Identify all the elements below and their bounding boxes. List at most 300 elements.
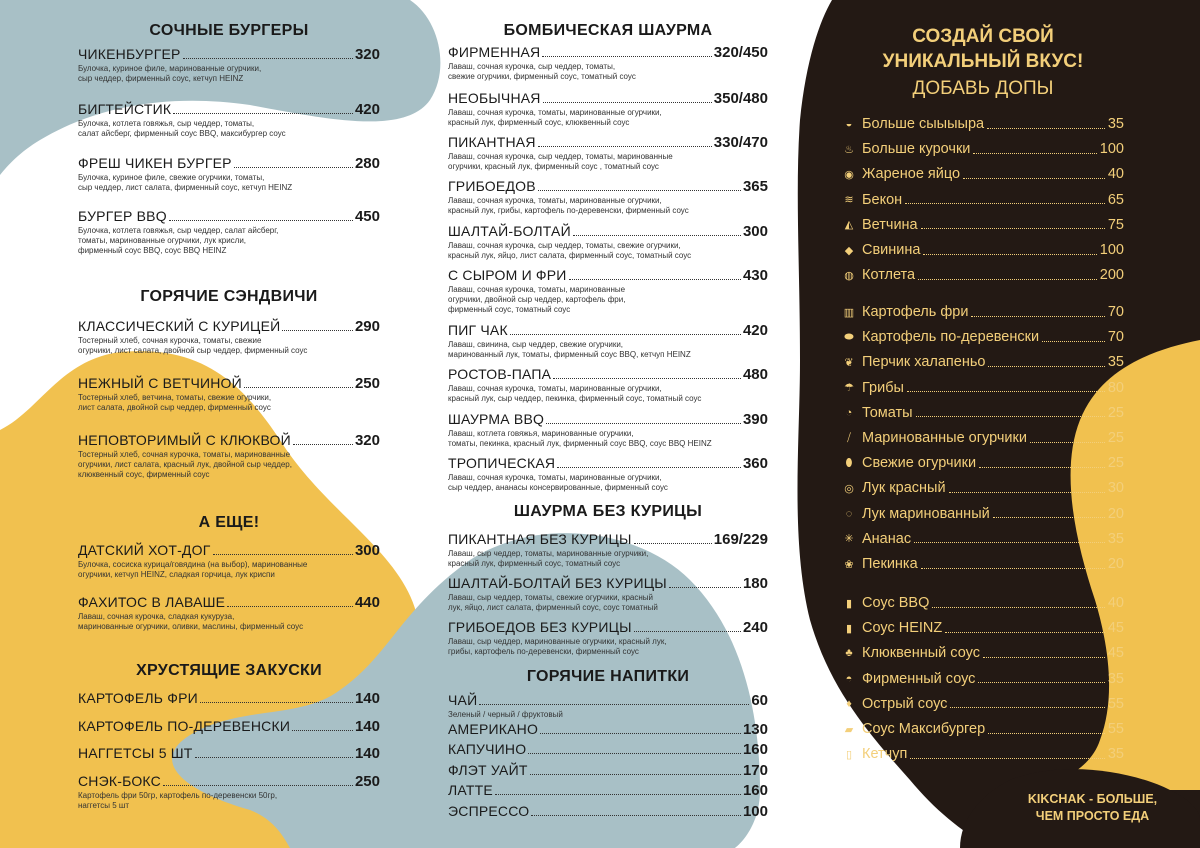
menu-item-name: ФАХИТОС В ЛАВАШЕ [78, 594, 226, 610]
extra-option [842, 645, 1124, 661]
dot-leader [282, 330, 353, 331]
dot-leader [949, 492, 1105, 493]
dot-leader [542, 56, 711, 57]
extra-option-price: 70 [1107, 329, 1124, 346]
extra-option-price: 200 [1099, 267, 1124, 284]
menu-item-description: Лаваш, свинина, сыр чеддер, свежие огурчики, маринованный лук, томаты, фирменный соус BBQ, кетчуп HEINZ [448, 340, 691, 359]
dot-leader [173, 113, 353, 114]
dot-leader [213, 554, 353, 555]
menu-item-name: БИГТЕЙСТИК [78, 101, 172, 117]
menu-item-name: ШАУРМА BBQ [448, 411, 545, 427]
slogan-line2: ЧЕМ ПРОСТО ЕДА [1035, 809, 1150, 823]
menu-item [448, 267, 768, 315]
menu-item-description: Лаваш, сочная курочка, сладкая кукуруза, маринованные огурчики, оливки, маслины, фирменный соус [78, 612, 304, 631]
dot-leader [634, 543, 712, 544]
ketchup-icon: ▯ [845, 748, 853, 761]
menu-item-header [448, 721, 768, 738]
extra-option [842, 620, 1124, 636]
menu-item [78, 745, 380, 762]
extra-option [842, 746, 1124, 762]
extra-option-name: Больше сыыыыра [862, 116, 985, 132]
extra-option [842, 430, 1124, 446]
menu-item-description: Лаваш, сочная курочка, сыр чеддер, томаты, свежие огурчики, фирменный соус, томатный соус [448, 62, 636, 81]
dot-leader [510, 334, 741, 335]
menu-item-description: Булочка, сосиска курица/говядина (на выбор), маринованные огурчики, кетчуп HEINZ, сладкая горчица, лук криспи [78, 560, 308, 579]
heinz-bottle-icon: ▮ [845, 622, 853, 635]
menu-item-name: КАРТОФЕЛЬ ФРИ [78, 690, 198, 706]
no-chicken-title: ШАУРМА БЕЗ КУРИЦЫ [513, 503, 703, 520]
menu-item-price: 320 [354, 46, 380, 63]
dot-leader [183, 58, 353, 59]
menu-item [78, 594, 380, 632]
menu-item [448, 762, 768, 779]
dot-leader [914, 542, 1105, 543]
extra-option [842, 329, 1124, 345]
dot-leader [528, 753, 741, 754]
menu-item-price: 440 [354, 594, 380, 611]
menu-item-description: Тостерный хлеб, ветчина, томаты, свежие огурчики, лист салата, двойной сыр чеддер, фирменный соус [78, 393, 272, 412]
extra-option [842, 354, 1124, 370]
dot-leader [543, 102, 712, 103]
extra-option-name: Кетчуп [862, 746, 908, 763]
menu-item-header [78, 101, 380, 118]
menu-item [78, 773, 380, 811]
extra-option-price: 25 [1107, 430, 1124, 446]
menu-item-description: Лаваш, сочная курочка, томаты, маринованные огурчики, красный лук, фирменный соус, клюквенный соус [448, 108, 662, 127]
menu-item [448, 134, 768, 172]
red-onion-icon: ◎ [844, 482, 854, 495]
extra-option-name: Ветчина [862, 216, 918, 233]
dot-leader [573, 235, 741, 236]
dot-leader [634, 631, 741, 632]
extra-option-name: Соус HEINZ [862, 620, 943, 637]
menu-item [448, 90, 768, 128]
dot-leader [669, 587, 741, 588]
menu-item [78, 542, 380, 580]
extra-option [842, 531, 1124, 547]
extra-option-name: Лук маринованный [862, 505, 990, 522]
menu-item-description: Лаваш, сочная курочка, томаты, маринованные огурчики, красный лук, грибы, картофель по-деревенски, фирменный соус [448, 196, 689, 215]
menu-item [448, 366, 768, 404]
dot-leader [538, 146, 712, 147]
menu-item-price: 169/229 [713, 531, 768, 548]
dot-leader [531, 815, 741, 816]
extra-option-price: 100 [1099, 242, 1124, 258]
menu-item-name: ФРЕШ ЧИКЕН БУРГЕР [78, 155, 232, 171]
extra-option-name: Бекон [862, 191, 903, 208]
menu-item-description: Тостерный хлеб, сочная курочка, томаты, маринованные огурчики, лист салата, красный лук, двойной сыр чеддер, клюквенный соус, фирменный соус [78, 450, 292, 479]
extra-option [842, 192, 1124, 208]
menu-item-price: 320/450 [713, 44, 768, 61]
menu-item-header [448, 44, 768, 61]
dot-leader [538, 190, 741, 191]
menu-item-name: ДАТСКИЙ ХОТ-ДОГ [78, 542, 211, 558]
menu-item-name: ГРИБОЕДОВ БЕЗ КУРИЦЫ [448, 619, 632, 635]
burgers-title: СОЧНЫЕ БУРГЕРЫ [149, 22, 309, 39]
menu-item-header [78, 155, 380, 172]
menu-item-name: СНЭК-БОКС [78, 773, 161, 789]
cranberry-icon: ♣ [845, 647, 853, 660]
menu-item-name: ЧАЙ [448, 692, 478, 708]
menu-item-name: ЧИКЕНБУРГЕР [78, 46, 181, 62]
dot-leader [979, 467, 1105, 468]
dot-leader [553, 378, 741, 379]
fries-icon: ▥ [843, 306, 855, 319]
menu-item-name: С СЫРОМ И ФРИ [448, 267, 567, 283]
slogan-line1: KIKCHAK - БОЛЬШЕ, [1027, 792, 1158, 806]
menu-item-price: 480 [742, 366, 768, 383]
menu-item-name: РОСТОВ-ПАПА [448, 366, 552, 382]
dot-leader [978, 682, 1104, 683]
cheese-icon: ◒ [845, 118, 853, 130]
menu-item-price: 280 [354, 155, 380, 172]
extra-option-price: 20 [1107, 556, 1124, 572]
ham-icon: ◭ [844, 219, 854, 232]
dot-leader [918, 279, 1097, 280]
menu-item [448, 411, 768, 449]
menu-item [448, 531, 768, 569]
extra-option [842, 595, 1124, 611]
menu-item-name: КАРТОФЕЛЬ ПО-ДЕРЕВЕНСКИ [78, 718, 291, 734]
dot-leader [495, 794, 741, 795]
extra-option-price: 40 [1107, 595, 1124, 611]
menu-item-header [78, 718, 380, 735]
extra-option-price: 75 [1107, 216, 1124, 233]
cabbage-icon: ❀ [844, 558, 854, 571]
menu-item-price: 160 [742, 741, 768, 758]
menu-item-price: 140 [354, 690, 380, 707]
menu-item-description: Лаваш, сочная курочка, сыр чеддер, томаты, маринованные огурчики, красный лук, фирменный соус , томатный соус [448, 152, 673, 171]
menu-item-description: Булочка, котлета говяжья, сыр чеддер, томаты, салат айсберг, фирменный соус BBQ, максибургер соус [78, 119, 286, 138]
bbq-sauce-bottle-icon: ▮ [845, 597, 853, 610]
menu-item-name: КАПУЧИНО [448, 741, 527, 757]
extra-option [842, 217, 1124, 233]
menu-item [448, 803, 768, 820]
menu-item-price: 250 [354, 773, 380, 790]
extra-option-name: Картофель по-деревенски [862, 329, 1040, 346]
extra-option [842, 721, 1124, 737]
extra-option-price: 35 [1107, 746, 1124, 763]
menu-item-description: Картофель фри 50гр, картофель по-деревенски 50гр, наггетсы 5 шт [78, 791, 278, 810]
pork-icon: ◆ [844, 244, 854, 257]
dot-leader [923, 254, 1096, 255]
menu-item-price: 450 [354, 208, 380, 225]
menu-item-price: 430 [742, 267, 768, 284]
hot-sauce-icon: ♦ [846, 697, 852, 710]
dot-leader [932, 607, 1104, 608]
menu-item-header [448, 90, 768, 107]
dot-leader [983, 657, 1105, 658]
menu-item [448, 782, 768, 799]
menu-item-description: Тостерный хлеб, сочная курочка, томаты, свежие огурчики, лист салата, двойной сыр чеддер, фирменный соус [78, 336, 308, 355]
menu-item-description: Булочка, куриное филе, маринованные огурчики, сыр чеддер, фирменный соус, кетчуп HEINZ [78, 64, 262, 83]
menu-item-name: НЕОБЫЧНАЯ [448, 90, 541, 106]
sandwiches-title: ГОРЯЧИЕ СЭНДВИЧИ [140, 288, 318, 305]
menu-item [78, 318, 380, 356]
dot-leader [988, 366, 1104, 367]
menu-item-price: 180 [742, 575, 768, 592]
dot-leader [945, 632, 1105, 633]
menu-item-description: Лаваш, сыр чеддер, томаты, свежие огурчики, красный лук, яйцо, лист салата, фирменный соус, соус томатный [448, 593, 658, 612]
menu-item-name: ЭСПРЕССО [448, 803, 530, 819]
extra-option [842, 141, 1124, 157]
extra-option-price: 30 [1107, 480, 1124, 497]
menu-item [78, 432, 380, 480]
extra-option-price: 55 [1107, 721, 1124, 737]
menu-item [448, 692, 768, 720]
dot-leader [557, 467, 741, 468]
extra-option-price: 35 [1107, 354, 1124, 371]
left-column [78, 0, 380, 848]
menu-item [448, 619, 768, 657]
extra-option [842, 696, 1124, 712]
menu-item-header [78, 46, 380, 63]
extra-option-name: Соус Максибургер [862, 721, 986, 737]
menu-item [78, 375, 380, 413]
menu-item [448, 44, 768, 82]
menu-item-header [448, 411, 768, 428]
menu-item-description: Лаваш, сыр чеддер, томаты, маринованные огурчики, красный лук, фирменный соус, томатный соус [448, 549, 649, 568]
dot-leader [1030, 442, 1105, 443]
extra-option-name: Ананас [862, 530, 912, 547]
extra-option-price: 100 [1099, 141, 1124, 158]
extra-option-name: Свинина [862, 242, 921, 258]
menu-item [448, 721, 768, 738]
menu-item-header [78, 690, 380, 707]
menu-item-header [78, 542, 380, 559]
menu-item-name: ПИКАНТНАЯ БЕЗ КУРИЦЫ [448, 531, 632, 547]
menu-item-description: Булочка, куриное филе, свежие огурчики, томаты, сыр чеддер, лист салата, фирменный соус, кетчуп HEINZ [78, 173, 293, 192]
dot-leader [905, 203, 1105, 204]
menu-item-header [448, 322, 768, 339]
extra-option-name: Маринованные огурчики [862, 430, 1027, 446]
dot-leader [546, 423, 741, 424]
dot-leader [988, 733, 1105, 734]
menu-item-header [448, 692, 768, 709]
menu-item-header [78, 773, 380, 790]
menu-item-price: 300 [354, 542, 380, 559]
dot-leader [163, 785, 353, 786]
jalapeno-icon: ❦ [844, 356, 854, 369]
extras-subtitle: ДОБАВЬ ДОПЫ [912, 78, 1054, 99]
menu-item-header [78, 745, 380, 762]
dot-leader [169, 220, 353, 221]
mushroom-icon: ☂ [844, 382, 854, 395]
extra-option-name: Котлета [862, 267, 916, 284]
menu-item-header [448, 366, 768, 383]
extra-option-name: Пекинка [862, 556, 918, 572]
extras-panel [842, 0, 1124, 848]
extra-option-name: Лук красный [862, 480, 946, 497]
menu-item-price: 240 [742, 619, 768, 636]
extra-option-price: 25 [1107, 455, 1124, 472]
pickled-onion-icon: ◌ [845, 507, 853, 520]
extra-option-name: Соус BBQ [862, 595, 930, 611]
menu-item-name: ПИКАНТНАЯ [448, 134, 536, 150]
menu-item-name: ФЛЭТ УАЙТ [448, 762, 528, 778]
extra-option [842, 556, 1124, 572]
dot-leader [292, 730, 353, 731]
menu-item-name: КЛАССИЧЕСКИЙ С КУРИЦЕЙ [78, 318, 281, 334]
dot-leader [993, 517, 1105, 518]
menu-item-price: 360 [742, 455, 768, 472]
menu-item-header [448, 575, 768, 592]
menu-item-price: 420 [742, 322, 768, 339]
burger-sauce-icon: ▰ [844, 723, 854, 736]
signature-sauce-icon: ◓ [845, 672, 853, 685]
extra-option-price: 35 [1107, 116, 1124, 132]
menu-item [78, 690, 380, 707]
dot-leader [244, 387, 353, 388]
cucumber-icon: ⬮ [845, 456, 853, 469]
drinks-title: ГОРЯЧИЕ НАПИТКИ [526, 668, 690, 685]
menu-item-description: Лаваш, сочная курочка, томаты, маринованные огурчики, красный лук, сыр чеддер, пекинка, фирменный соус, томатный соус [448, 384, 702, 403]
menu-item-header [448, 741, 768, 758]
menu-item [78, 208, 380, 256]
menu-item-header [78, 208, 380, 225]
menu-item-price: 330/470 [713, 134, 768, 151]
extra-option-name: Томаты [862, 404, 913, 421]
dot-leader [569, 279, 741, 280]
potato-icon: ⬬ [844, 330, 854, 343]
shawarma-title: БОМБИЧЕСКАЯ ШАУРМА [503, 22, 713, 39]
extra-option [842, 405, 1124, 421]
menu-item-price: 130 [742, 721, 768, 738]
menu-item-description: Зеленый / черный / фруктовый [448, 710, 563, 719]
dot-leader [910, 758, 1105, 759]
extra-option [842, 480, 1124, 496]
menu-item-price: 320 [354, 432, 380, 449]
extra-option-price: 70 [1107, 304, 1124, 320]
extra-option-name: Грибы [862, 379, 904, 396]
menu-item-price: 140 [354, 718, 380, 735]
menu-item-description: Лаваш, сочная курочка, сыр чеддер, томаты, свежие огурчики, красный лук, яйцо, лист салата, фирменный соус, томатный соус [448, 241, 692, 260]
menu-item-header [78, 318, 380, 335]
dot-leader [227, 606, 353, 607]
menu-item-name: ШАЛТАЙ-БОЛТАЙ БЕЗ КУРИЦЫ [448, 575, 667, 591]
more-title: А ЕЩЕ! [198, 514, 260, 531]
extra-option-price: 45 [1107, 620, 1124, 637]
menu-item-description: Булочка, котлета говяжья, сыр чеддер, салат айсберг, томаты, маринованные огурчики, лук крисли, фирменный соус BBQ, соус BBQ HEINZ [78, 226, 279, 255]
dot-leader [973, 153, 1096, 154]
fried-egg-icon: ◉ [844, 168, 854, 181]
tomato-icon: ◔ [845, 406, 853, 419]
menu-item-price: 140 [354, 745, 380, 762]
menu-item-description: Лаваш, сыр чеддер, маринованные огурчики, красный лук, грибы, картофель по-деревенски, фирменный соус [448, 637, 667, 656]
menu-item-price: 420 [354, 101, 380, 118]
dot-leader [987, 128, 1105, 129]
extra-option [842, 380, 1124, 396]
dot-leader [921, 568, 1105, 569]
extra-option-name: Картофель фри [862, 304, 969, 320]
extra-option [842, 455, 1124, 471]
extra-option [842, 166, 1124, 182]
bacon-icon: ≋ [844, 194, 854, 207]
dot-leader [195, 757, 353, 758]
extras-title-line2: УНИКАЛЬНЫЙ ВКУС! [882, 51, 1084, 72]
menu-item [448, 455, 768, 493]
menu-item [448, 322, 768, 360]
menu-item-name: ТРОПИЧЕСКАЯ [448, 455, 556, 471]
menu-item-description: Лаваш, котлета говяжья, маринованные огурчики, томаты, пекинка, красный лук, фирменный соус BBQ, соус BBQ HEINZ [448, 429, 712, 448]
extra-option-price: 65 [1107, 191, 1124, 208]
menu-item [78, 718, 380, 735]
menu-item [78, 46, 380, 84]
extra-option-name: Фирменный соус [862, 670, 976, 687]
dot-leader [200, 702, 353, 703]
dot-leader [530, 774, 741, 775]
menu-item-price: 100 [742, 803, 768, 820]
menu-item-name: НЕЖНЫЙ С ВЕТЧИНОЙ [78, 375, 242, 391]
menu-item-name: БУРГЕР BBQ [78, 208, 167, 224]
extra-option-price: 55 [1107, 695, 1124, 712]
menu-item [78, 101, 380, 139]
extra-option-price: 80 [1107, 379, 1124, 396]
menu-item-description: Лаваш, сочная курочка, томаты, маринованные огурчики, двойной сыр чеддер, картофель фри, фирменный соус, томатный соус [448, 285, 626, 314]
extra-option-name: Острый соус [862, 695, 948, 712]
extra-option-price: 45 [1107, 645, 1124, 662]
menu-item-price: 60 [751, 692, 768, 709]
dot-leader [916, 416, 1105, 417]
menu-item-header [448, 782, 768, 799]
extra-option-price: 35 [1107, 670, 1124, 687]
menu-item [78, 155, 380, 193]
menu-item-name: ЛАТТЕ [448, 782, 493, 798]
extra-option [842, 506, 1124, 522]
menu-item-price: 390 [742, 411, 768, 428]
extra-option [842, 267, 1124, 283]
menu-item-header [448, 619, 768, 636]
extra-option [842, 671, 1124, 687]
dot-leader [950, 707, 1104, 708]
extra-option-price: 25 [1107, 404, 1124, 421]
menu-item-name: АМЕРИКАНО [448, 721, 539, 737]
menu-item-price: 290 [354, 318, 380, 335]
menu-item [448, 223, 768, 261]
menu-item-header [448, 134, 768, 151]
menu-item-price: 250 [354, 375, 380, 392]
menu-item-header [448, 762, 768, 779]
menu-item-header [448, 455, 768, 472]
menu-item-header [448, 223, 768, 240]
menu-item-description: Лаваш, сочная курочка, томаты, маринованные огурчики, сыр чеддер, ананасы консервированные, фирменный соус [448, 473, 668, 492]
menu-item-header [78, 594, 380, 611]
dot-leader [963, 178, 1105, 179]
menu-item-header [448, 531, 768, 548]
dot-leader [540, 733, 741, 734]
dot-leader [921, 228, 1105, 229]
menu-item [448, 741, 768, 758]
menu-item-header [448, 178, 768, 195]
extra-option [842, 116, 1124, 132]
menu-item-name: НАГГЕТСЫ 5 ШТ [78, 745, 193, 761]
patty-icon: ◍ [844, 269, 854, 282]
middle-column [448, 0, 768, 848]
chicken-leg-icon: ♨ [844, 143, 854, 156]
extra-option [842, 304, 1124, 320]
extra-option-name: Перчик халапеньо [862, 354, 986, 371]
menu-item-price: 160 [742, 782, 768, 799]
menu-item-name: ГРИБОЕДОВ [448, 178, 536, 194]
dot-leader [479, 704, 749, 705]
extra-option-price: 35 [1107, 530, 1124, 547]
menu-item-price: 300 [742, 223, 768, 240]
menu-item-name: ПИГ ЧАК [448, 322, 508, 338]
extra-option-name: Свежие огурчики [862, 455, 977, 472]
extra-option-name: Жареное яйцо [862, 166, 961, 183]
menu-item-price: 365 [742, 178, 768, 195]
menu-item-name: ШАЛТАЙ-БОЛТАЙ [448, 223, 571, 239]
